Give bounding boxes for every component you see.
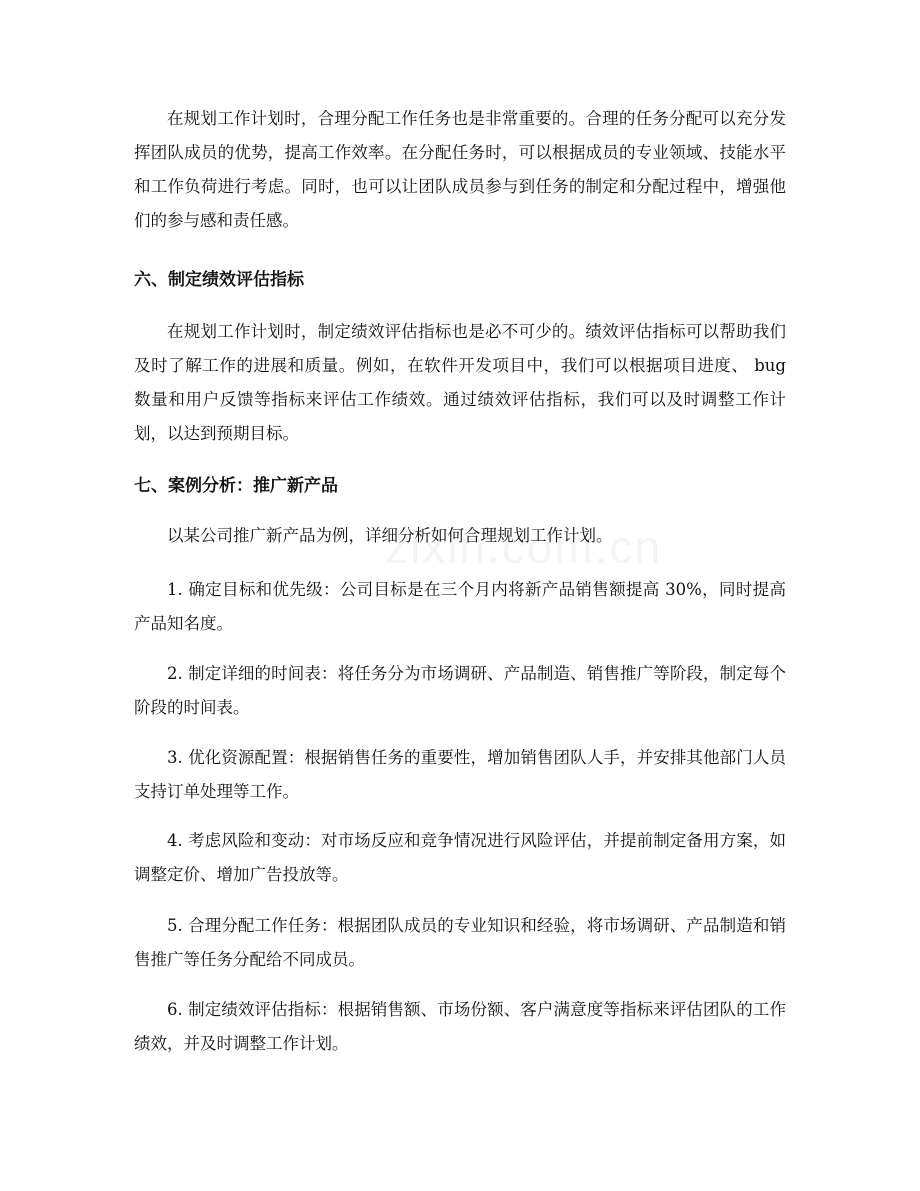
section-heading-6: 六、制定绩效评估指标 xyxy=(134,270,304,290)
paragraph-performance-metrics: 在规划工作计划时，制定绩效评估指标也是必不可少的。绩效评估指标可以帮助我们及时了解工作的进展和质量。例如，在软件开发项目中，我们可以根据项目进度、 bug 数量和用户反馈等指标来评估工作绩效。通过绩效评估指标，我们可以及时调整工作计划，以达到预期目标。 xyxy=(134,322,786,443)
list-item-3: 3. 优化资源配置：根据销售任务的重要性，增加销售团队人手，并安排其他部门人员支持订单处理等工作。 xyxy=(134,748,786,801)
list-item-4: 4. 考虑风险和变动：对市场反应和竞争情况进行风险评估，并提前制定备用方案，如调整定价、增加广告投放等。 xyxy=(134,831,786,884)
list-item-2: 2. 制定详细的时间表：将任务分为市场调研、产品制造、销售推广等阶段，制定每个阶段的时间表。 xyxy=(134,664,786,717)
list-item-5: 5. 合理分配工作任务：根据团队成员的专业知识和经验，将市场调研、产品制造和销售推广等任务分配给不同成员。 xyxy=(134,916,786,969)
section-heading-7: 七、案例分析：推广新产品 xyxy=(134,476,338,496)
list-item-1: 1. 确定目标和优先级：公司目标是在三个月内将新产品销售额提高 30%，同时提高产品知名度。 xyxy=(134,580,786,633)
paragraph-case-intro: 以某公司推广新产品为例，详细分析如何合理规划工作计划。 xyxy=(167,526,613,545)
paragraph-task-allocation: 在规划工作计划时，合理分配工作任务也是非常重要的。合理的任务分配可以充分发挥团队成员的优势，提高工作效率。在分配任务时，可以根据成员的专业领域、技能水平和工作负荷进行考虑。同时，也可以让团队成员参与到任务的制定和分配过程中，增强他们的参与感和责任感。 xyxy=(134,109,786,230)
list-item-6: 6. 制定绩效评估指标：根据销售额、市场份额、客户满意度等指标来评估团队的工作绩效，并及时调整工作计划。 xyxy=(134,1000,786,1053)
